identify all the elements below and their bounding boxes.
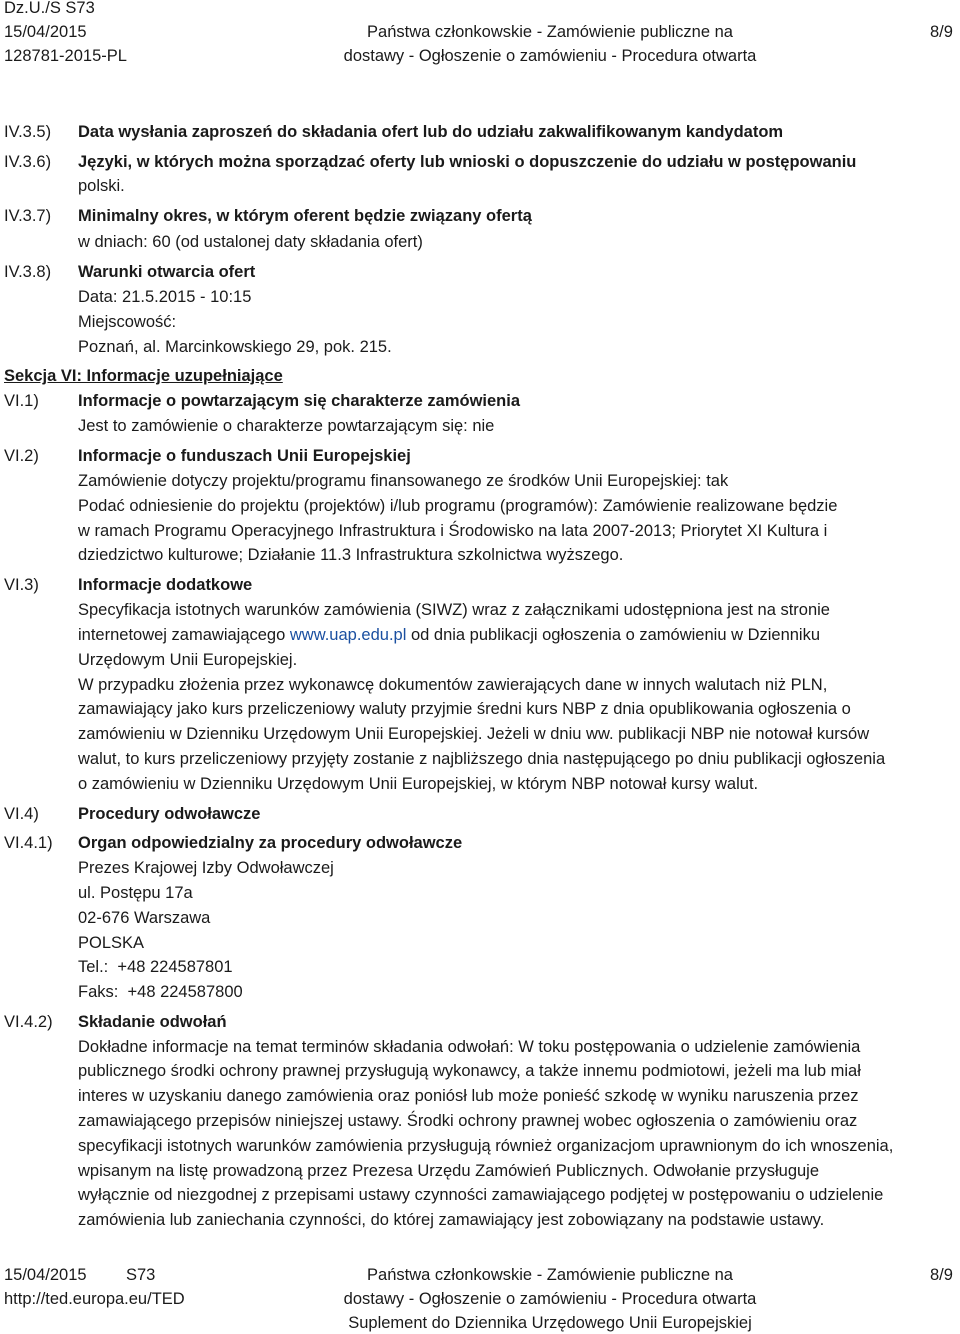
section-text: Poznań, al. Marcinkowskiego 29, pok. 215.	[78, 338, 392, 356]
section-text: ul. Postępu 17a	[78, 884, 193, 902]
section-text: Podać odniesienie do projektu (projektów) i/lub programu (programów): Zamówienie realizowane będzie	[78, 497, 838, 515]
section-text: Jest to zamówienie o charakterze powtarzającym się: nie	[78, 417, 495, 435]
section-title: Warunki otwarcia ofert	[78, 263, 256, 281]
section-text: Tel.: +48 224587801	[78, 958, 233, 976]
header-date: 15/04/2015	[4, 23, 87, 41]
section-text: polski.	[78, 177, 125, 195]
section-title: Organ odpowiedzialny za procedury odwoławcze	[78, 834, 463, 852]
section-text-with-link	[78, 627, 820, 644]
contracting-authority-website-link[interactable]: www.uap.edu.pl	[289, 626, 407, 644]
section-text: zamówieniu w Dzienniku Urzędowym Unii Europejskiej. Jeżeli w dniu ww. publikacji NBP nie notował kursów	[78, 725, 870, 743]
section-text: interes w uzyskaniu danego zamówienia oraz poniósł lub może ponieść szkodę w wyniku naruszenia przez	[78, 1087, 859, 1105]
section-text: od dnia publikacji ogłoszenia o zamówieniu w Dzienniku	[406, 626, 821, 644]
header-notice-id: 128781-2015-PL	[4, 47, 127, 65]
section-number: IV.3.6)	[4, 153, 52, 171]
section-text: W przypadku złożenia przez wykonawcę dokumentów zawierających dane w innych walutach niż PLN,	[78, 676, 828, 694]
section-title: Języki, w których można sporządzać oferty lub wnioski o dopuszczenie do udziału w postępowaniu	[78, 153, 857, 171]
section-text: publicznego środki ochrony prawnej przysługują wykonawcy, a także innemu podmiotowi, jeżeli ma lub miał	[78, 1062, 861, 1080]
footer-series: S73	[126, 1266, 156, 1284]
header-title-line1: Państwa członkowskie - Zamówienie publiczne na	[367, 23, 733, 41]
section-number: VI.1)	[4, 392, 39, 410]
section-title: Składanie odwołań	[78, 1013, 227, 1031]
section-title: Informacje dodatkowe	[78, 576, 253, 594]
section-text: dziedzictwo kulturowe; Działanie 11.3 Infrastruktura szkolnictwa wyższego.	[78, 546, 624, 564]
footer-title-line2: dostawy - Ogłoszenie o zamówieniu - Procedura otwarta	[343, 1290, 757, 1308]
footer-page-number: 8/9	[930, 1266, 953, 1284]
section-number: IV.3.5)	[4, 123, 52, 141]
section-number: VI.3)	[4, 576, 39, 594]
section-number: VI.4.2)	[4, 1013, 53, 1031]
section-text: Data: 21.5.2015 - 10:15	[78, 288, 252, 306]
section-number: IV.3.8)	[4, 263, 52, 281]
section-text: Zamówienie dotyczy projektu/programu finansowanego ze środków Unii Europejskiej: tak	[78, 472, 729, 490]
section-text: w ramach Programu Operacyjnego Infrastruktura i Środowisko na lata 2007-2013; Priorytet XI Kultura i	[78, 522, 828, 540]
section-number: VI.4)	[4, 805, 39, 823]
section-text: POLSKA	[78, 934, 145, 952]
section-text: w dniach: 60 (od ustalonej daty składania ofert)	[78, 233, 423, 251]
footer-url-link[interactable]: http://ted.europa.eu/TED	[4, 1290, 185, 1308]
section-text: zamawiający jako kurs przeliczeniowy waluty przyjmie średni kurs NBP z dnia opublikowania ogłoszenia o	[78, 700, 851, 718]
section-number: IV.3.7)	[4, 207, 52, 225]
section-text: 02-676 Warszawa	[78, 909, 211, 927]
section-text: Urzędowym Unii Europejskiej.	[78, 651, 298, 669]
section-number: VI.4.1)	[4, 834, 53, 852]
section-text: wpisanym na listę prowadzoną przez Prezesa Urzędu Zamówień Publicznych. Odwołanie przysługuje	[78, 1162, 820, 1180]
footer-supplement: Suplement do Dziennika Urzędowego Unii Europejskiej	[348, 1314, 752, 1332]
section-text: zamawiającego przepisów niniejszej ustawy. Środki ochrony prawnej wobec ogłoszenia o zamówieniu oraz	[78, 1112, 858, 1130]
section-title: Procedury odwoławcze	[78, 805, 261, 823]
section-number: VI.2)	[4, 447, 39, 465]
section-title: Informacje o funduszach Unii Europejskiej	[78, 447, 411, 465]
section-text: o zamówieniu w Dzienniku Urzędowym Unii Europejskiej, w którym NBP notował kursy walut.	[78, 775, 759, 793]
section-text: Dokładne informacje na temat terminów składania odwołań: W toku postępowania o udzielenie zamówienia	[78, 1038, 861, 1056]
section-heading: Sekcja VI: Informacje uzupełniające	[4, 367, 283, 385]
section-text: Specyfikacja istotnych warunków zamówienia (SIWZ) wraz z załącznikami udostępniona jest na stronie	[78, 601, 830, 619]
section-text: wyłącznie od niezgodnej z przepisami ustawy czynności zamawiającego podjętej w postępowaniu o udzielenie	[78, 1186, 884, 1204]
header-page-number: 8/9	[930, 23, 953, 41]
header-journal-ref: Dz.U./S S73	[4, 0, 95, 17]
section-text: Prezes Krajowej Izby Odwoławczej	[78, 859, 334, 877]
section-text: zamówienia lub zaniechania czynności, do której zamawiający jest zobowiązany na podstawie ustawy.	[78, 1211, 825, 1229]
header-title-line2: dostawy - Ogłoszenie o zamówieniu - Procedura otwarta	[343, 47, 757, 65]
section-title: Data wysłania zaproszeń do składania ofert lub do udziału zakwalifikowanym kandydatom	[78, 123, 784, 141]
section-text: Faks: +48 224587800	[78, 983, 243, 1001]
footer-title-line1: Państwa członkowskie - Zamówienie publiczne na	[367, 1266, 733, 1284]
section-text: Miejscowość:	[78, 313, 177, 331]
section-title: Minimalny okres, w którym oferent będzie związany ofertą	[78, 207, 532, 225]
section-title: Informacje o powtarzającym się charakterze zamówienia	[78, 392, 521, 410]
section-text: walut, to kurs przeliczeniowy przyjęty zostanie z najbliższego dnia następującego po dniu publikacji ogłoszenia	[78, 750, 886, 768]
section-text: specyfikacji istotnych warunków zamówienia przysługują również organizacjom uprawnionym do ich wnoszenia,	[78, 1137, 894, 1155]
section-text: internetowej zamawiającego	[78, 626, 290, 644]
footer-date: 15/04/2015	[4, 1266, 87, 1284]
